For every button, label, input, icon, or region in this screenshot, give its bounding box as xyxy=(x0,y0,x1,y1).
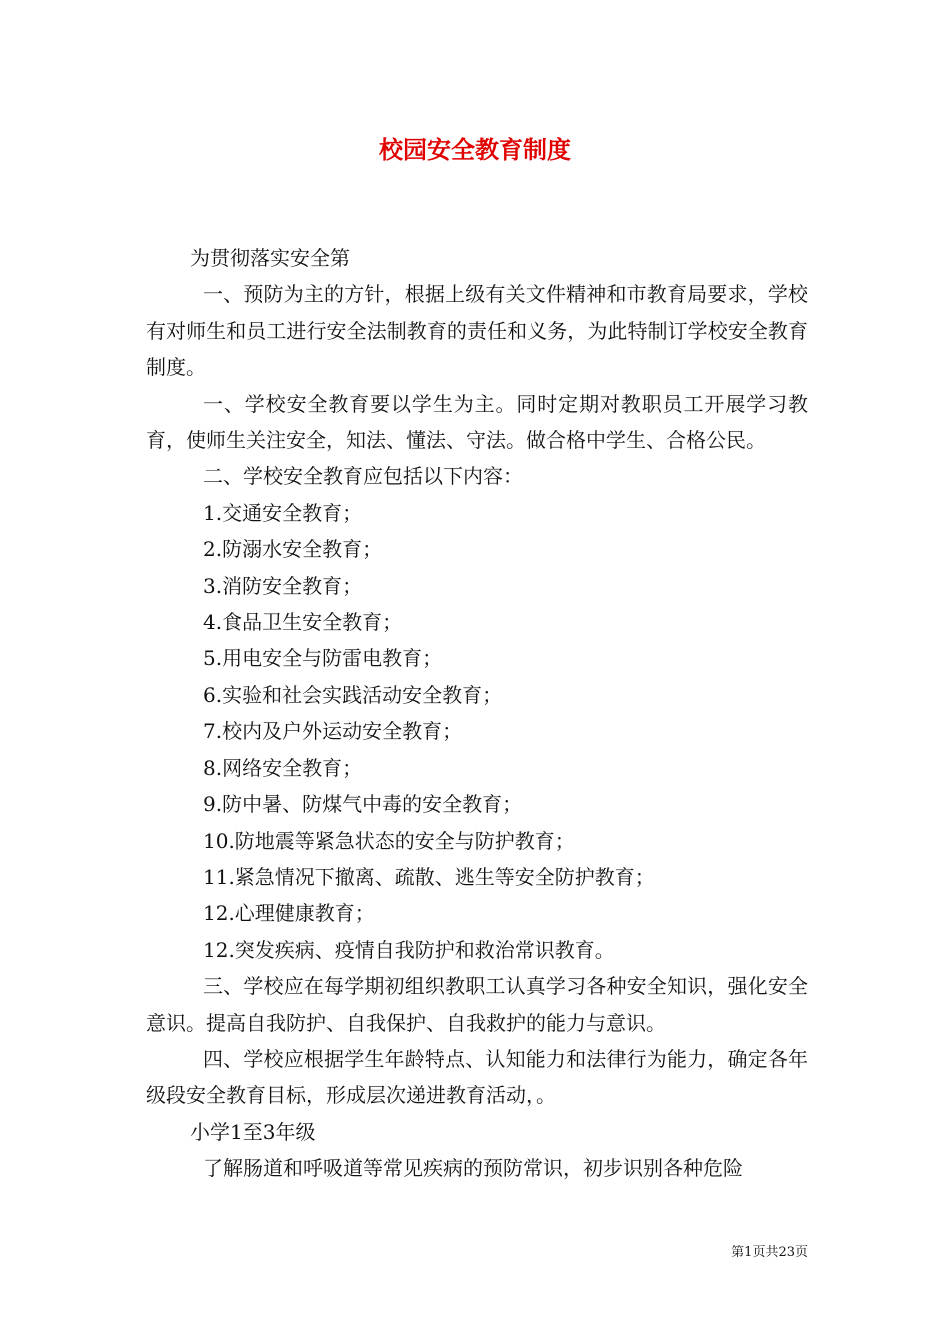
list-item: 8.网络安全教育； xyxy=(203,755,363,780)
paragraph: 二、学校安全教育应包括以下内容： xyxy=(203,464,523,489)
section-heading: 小学1至3年级 xyxy=(190,1119,316,1144)
list-item: 5.用电安全与防雷电教育； xyxy=(203,646,443,671)
list-item: 10.防地震等紧急状态的安全与防护教育； xyxy=(203,828,575,853)
list-item: 9.防中暑、防煤气中毒的安全教育； xyxy=(203,792,523,817)
paragraph: 四、学校应根据学生年龄特点、认知能力和法律行为能力，确定各年级段安全教育目标，形成层次递进教育活动，。 xyxy=(146,1046,808,1108)
list-item: 3.消防安全教育； xyxy=(203,573,363,598)
document-title: 校园安全教育制度 xyxy=(379,135,571,164)
list-item: 11.紧急情况下撤离、疏散、逃生等安全防护教育； xyxy=(203,864,655,889)
list-item: 2.防溺水安全教育； xyxy=(203,537,383,562)
list-item: 7.校内及户外运动安全教育； xyxy=(203,719,463,744)
paragraph-intro: 为贯彻落实安全第 xyxy=(190,246,350,270)
paragraph: 一、学校安全教育要以学生为主。同时定期对教职员工开展学习教育，使师生关注安全，知法、懂法、守法。做合格中学生、合格公民。 xyxy=(146,391,808,453)
paragraph: 三、学校应在每学期初组织教职工认真学习各种安全知识，强化安全意识。提高自我防护、自我保护、自我救护的能力与意识。 xyxy=(146,974,808,1035)
paragraph: 一、预防为主的方针，根据上级有关文件精神和市教育局要求，学校有对师生和员工进行安全法制教育的责任和义务，为此特制订学校安全教育制度。 xyxy=(146,282,808,380)
document-body xyxy=(146,240,808,1187)
list-item: 1.交通安全教育； xyxy=(203,500,363,525)
list-item: 12.心理健康教育； xyxy=(203,901,375,926)
list-item: 12.突发疾病、疫情自我防护和救治常识教育。 xyxy=(203,937,615,962)
page-number-footer: 第1页共23页 xyxy=(731,1245,808,1260)
list-item: 6.实验和社会实践活动安全教育； xyxy=(203,682,503,707)
paragraph: 了解肠道和呼吸道等常见疾病的预防常识，初步识别各种危险 xyxy=(203,1156,743,1181)
list-item: 4.食品卫生安全教育； xyxy=(203,610,403,635)
